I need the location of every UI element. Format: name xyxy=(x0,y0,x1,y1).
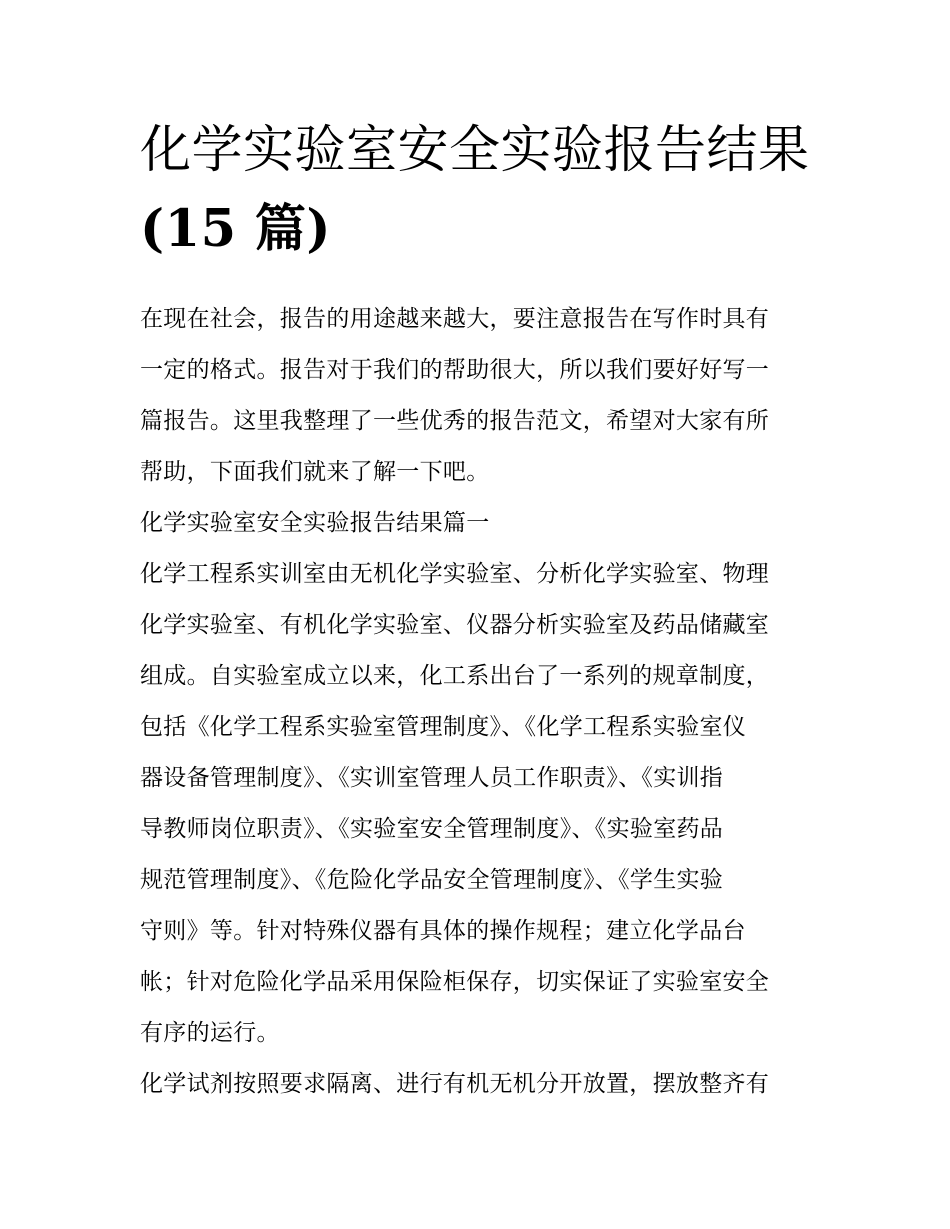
paragraph-line: 化学试剂按照要求隔离、进行有机无机分开放置，摆放整齐有 xyxy=(140,1071,770,1097)
paragraph-line: 导教师岗位职责》、《实验室安全管理制度》、《实验室药品 xyxy=(140,816,724,842)
paragraph-line: 化学实验室、有机化学实验室、仪器分析实验室及药品储藏室 xyxy=(140,612,770,638)
title-line-2: (15 篇) xyxy=(140,199,331,259)
paragraph-line: 化学工程系实训室由无机化学实验室、分析化学实验室、物理 xyxy=(140,561,770,587)
title-line-1: 化学实验室安全实验报告结果 xyxy=(140,121,810,180)
paragraph-line: 组成。自实验室成立以来，化工系出台了一系列的规章制度， xyxy=(140,663,770,689)
intro-line: 帮助，下面我们就来了解一下吧。 xyxy=(140,459,490,485)
paragraph-line: 规范管理制度》、《危险化学品安全管理制度》、《学生实验 xyxy=(140,867,724,893)
body-paragraph-2 xyxy=(140,1059,812,1110)
section-heading xyxy=(140,498,812,549)
intro-line: 一定的格式。报告对于我们的帮助很大，所以我们要好好写一 xyxy=(140,357,770,383)
paragraph-line: 器设备管理制度》、《实训室管理人员工作职责》、《实训指 xyxy=(140,765,724,791)
paragraph-line: 帐；针对危险化学品采用保险柜保存，切实保证了实验室安全 xyxy=(140,969,770,995)
document-title xyxy=(140,112,812,268)
paragraph-line: 包括《化学工程系实验室管理制度》、《化学工程系实验室仪 xyxy=(140,714,747,740)
paragraph-line: 有序的运行。 xyxy=(140,1020,280,1046)
paragraph-line: 守则》等。针对特殊仪器有具体的操作规程；建立化学品台 xyxy=(140,918,746,944)
intro-paragraph xyxy=(140,294,812,498)
body-paragraph-1 xyxy=(140,549,812,1059)
section-heading-text: 化学实验室安全实验报告结果篇一 xyxy=(140,510,490,536)
intro-line: 在现在社会，报告的用途越来越大，要注意报告在写作时具有 xyxy=(140,306,770,332)
intro-line: 篇报告。这里我整理了一些优秀的报告范文，希望对大家有所 xyxy=(140,408,770,434)
document-body xyxy=(140,112,812,1110)
